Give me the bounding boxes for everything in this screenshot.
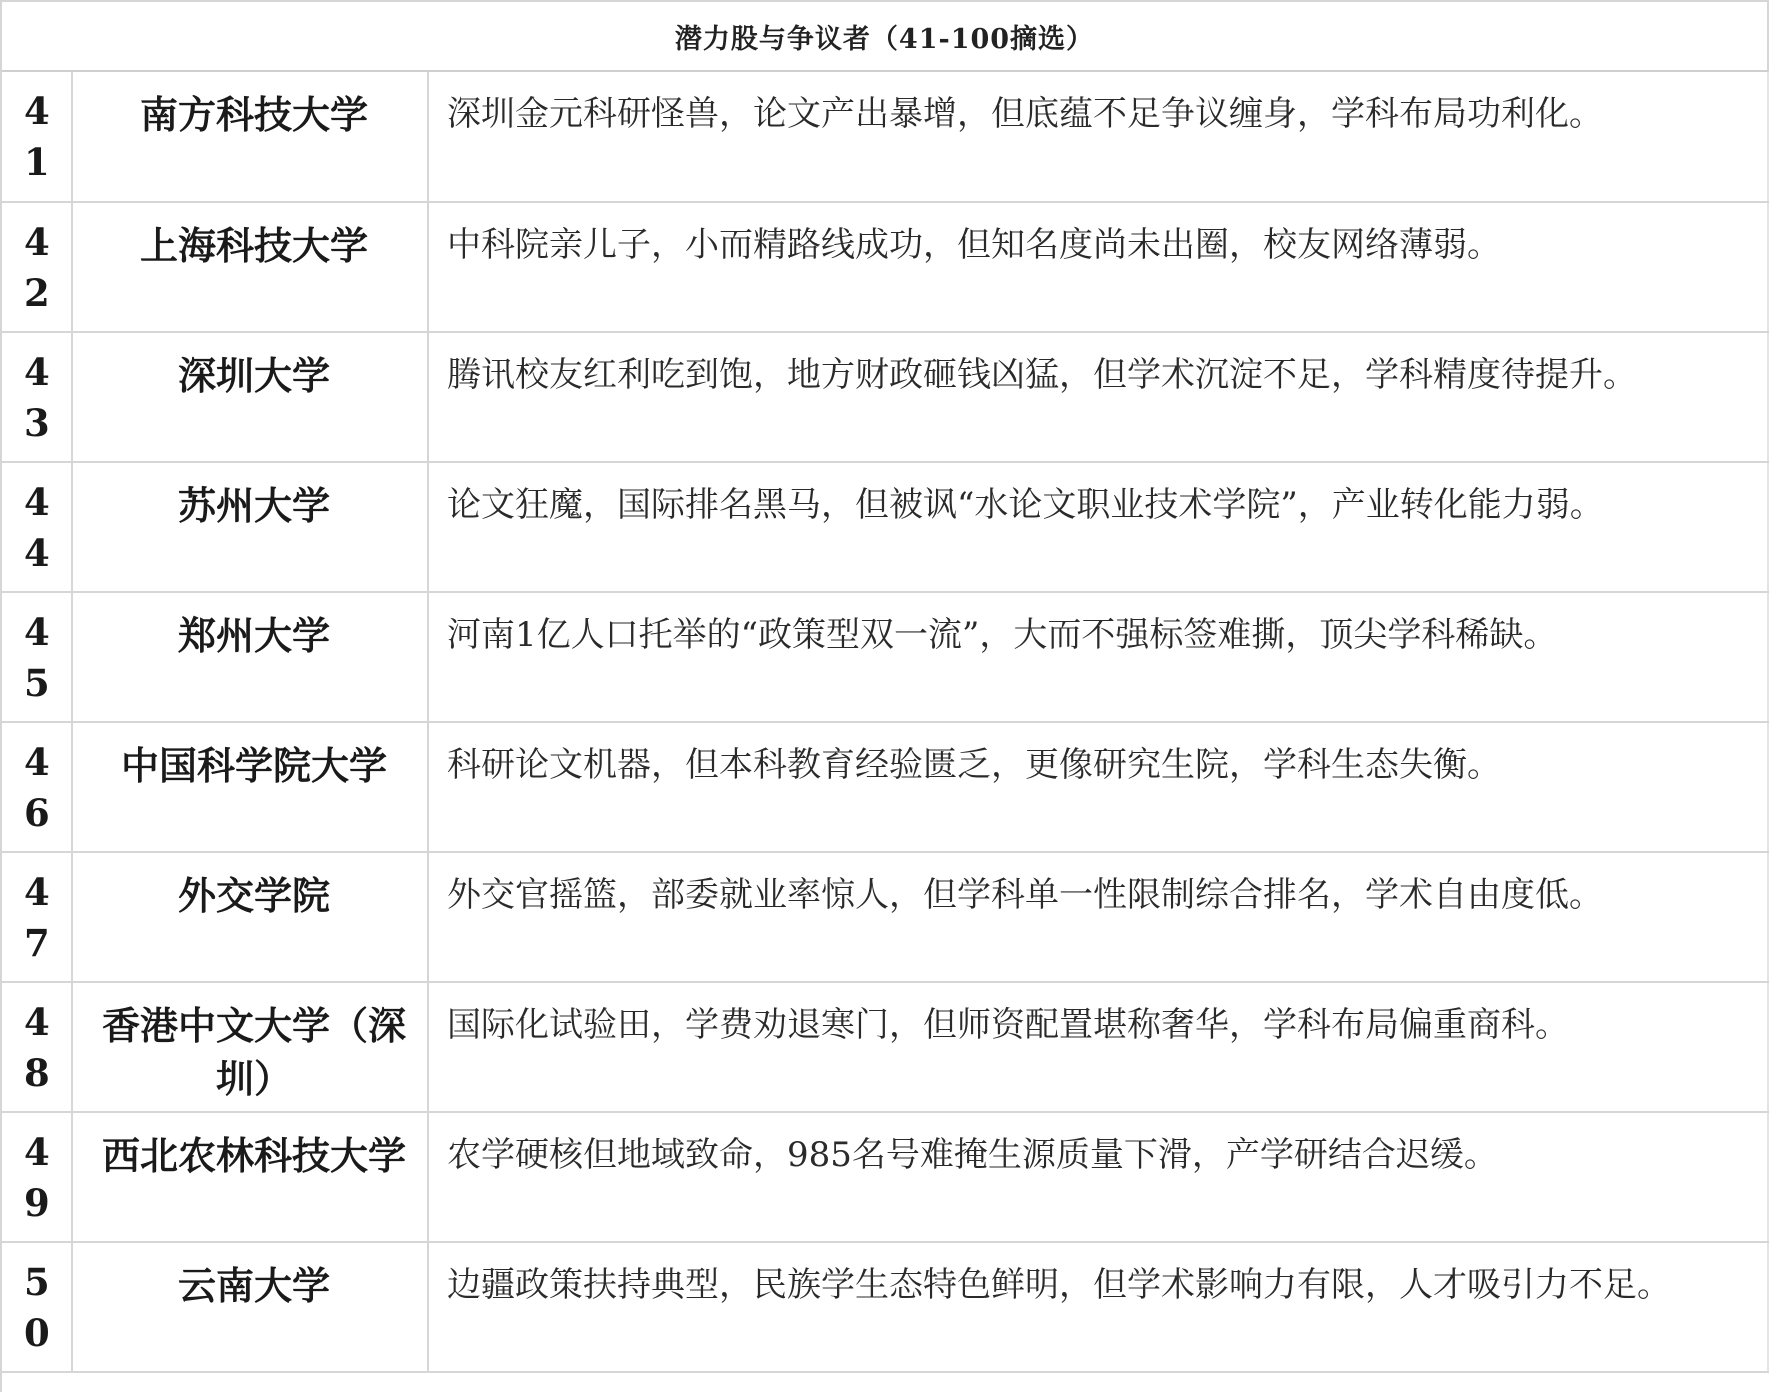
school-cell xyxy=(72,852,428,982)
table-row xyxy=(2,1242,1768,1372)
school-comment: 科研论文机器，但本科教育经验匮乏，更像研究生院，学科生态失衡。 xyxy=(447,745,1501,785)
rank-cell xyxy=(2,1242,72,1372)
rank-number: 47 xyxy=(24,870,50,965)
comment-cell xyxy=(428,982,1768,1112)
school-cell xyxy=(72,72,428,202)
school-name: 上海科技大学 xyxy=(139,223,368,268)
table-row xyxy=(2,592,1768,722)
rank-number: 48 xyxy=(24,1000,50,1095)
school-cell xyxy=(72,722,428,852)
school-comment: 农学硬核但地域致命，985名号难掩生源质量下滑，产学研结合迟缓。 xyxy=(447,1135,1498,1175)
school-comment: 论文狂魔，国际排名黑马，但被讽“水论文职业技术学院”，产业转化能力弱。 xyxy=(447,485,1604,525)
ranking-table xyxy=(2,72,1769,1373)
school-comment: 边疆政策扶持典型，民族学生态特色鲜明，但学术影响力有限，人才吸引力不足。 xyxy=(447,1265,1671,1305)
school-name: 深圳大学 xyxy=(177,353,330,398)
school-cell xyxy=(72,1242,428,1372)
rank-cell xyxy=(2,72,72,202)
rank-cell xyxy=(2,592,72,722)
comment-cell xyxy=(428,852,1768,982)
table-row xyxy=(2,462,1768,592)
rank-number: 45 xyxy=(24,610,50,705)
comment-cell xyxy=(428,462,1768,592)
school-name: 云南大学 xyxy=(177,1263,330,1308)
school-name: 南方科技大学 xyxy=(139,92,368,137)
rank-cell xyxy=(2,852,72,982)
rank-number: 41 xyxy=(24,89,50,184)
table-row xyxy=(2,332,1768,462)
table-row xyxy=(2,982,1768,1112)
school-comment: 腾讯校友红利吃到饱，地方财政砸钱凶猛，但学术沉淀不足，学科精度待提升。 xyxy=(447,355,1637,395)
school-cell xyxy=(72,462,428,592)
school-cell xyxy=(72,592,428,722)
comment-cell xyxy=(428,202,1768,332)
rank-number: 46 xyxy=(24,740,50,835)
school-cell xyxy=(72,332,428,462)
comment-cell xyxy=(428,722,1768,852)
table-row xyxy=(2,852,1768,982)
rank-number: 50 xyxy=(24,1260,50,1355)
comment-cell xyxy=(428,592,1768,722)
school-name: 郑州大学 xyxy=(177,613,330,658)
school-cell xyxy=(72,1112,428,1242)
comment-cell xyxy=(428,1242,1768,1372)
school-name: 外交学院 xyxy=(177,873,330,918)
school-comment: 河南1亿人口托举的“政策型双一流”，大而不强标签难撕，顶尖学科稀缺。 xyxy=(447,615,1558,655)
comment-cell xyxy=(428,1112,1768,1242)
school-name: 香港中文大学（深圳） xyxy=(101,1003,406,1101)
table-title-bar xyxy=(2,0,1769,72)
rank-cell xyxy=(2,332,72,462)
table-row xyxy=(2,72,1768,202)
table-row xyxy=(2,722,1768,852)
table-row xyxy=(2,1112,1768,1242)
rank-number: 42 xyxy=(24,220,50,315)
school-cell xyxy=(72,982,428,1112)
rank-cell xyxy=(2,982,72,1112)
school-comment: 中科院亲儿子，小而精路线成功，但知名度尚未出圈，校友网络薄弱。 xyxy=(447,225,1501,265)
school-comment: 深圳金元科研怪兽，论文产出暴增，但底蕴不足争议缠身，学科布局功利化。 xyxy=(447,94,1603,134)
rank-number: 43 xyxy=(24,350,50,445)
comment-cell xyxy=(428,72,1768,202)
school-comment: 外交官摇篮，部委就业率惊人，但学科单一性限制综合排名，学术自由度低。 xyxy=(447,875,1603,915)
rank-number: 49 xyxy=(24,1130,50,1225)
comment-cell xyxy=(428,332,1768,462)
school-name: 中国科学院大学 xyxy=(120,743,387,788)
rank-cell xyxy=(2,1112,72,1242)
table-row xyxy=(2,202,1768,332)
rank-cell xyxy=(2,202,72,332)
table-title: 潜力股与争议者（41-100摘选） xyxy=(674,23,1095,55)
rank-cell xyxy=(2,462,72,592)
school-name: 苏州大学 xyxy=(177,483,330,528)
rank-cell xyxy=(2,722,72,852)
rank-number: 44 xyxy=(24,480,50,575)
school-name: 西北农林科技大学 xyxy=(101,1133,406,1178)
school-cell xyxy=(72,202,428,332)
school-comment: 国际化试验田，学费劝退寒门，但师资配置堪称奢华，学科布局偏重商科。 xyxy=(447,1005,1569,1045)
